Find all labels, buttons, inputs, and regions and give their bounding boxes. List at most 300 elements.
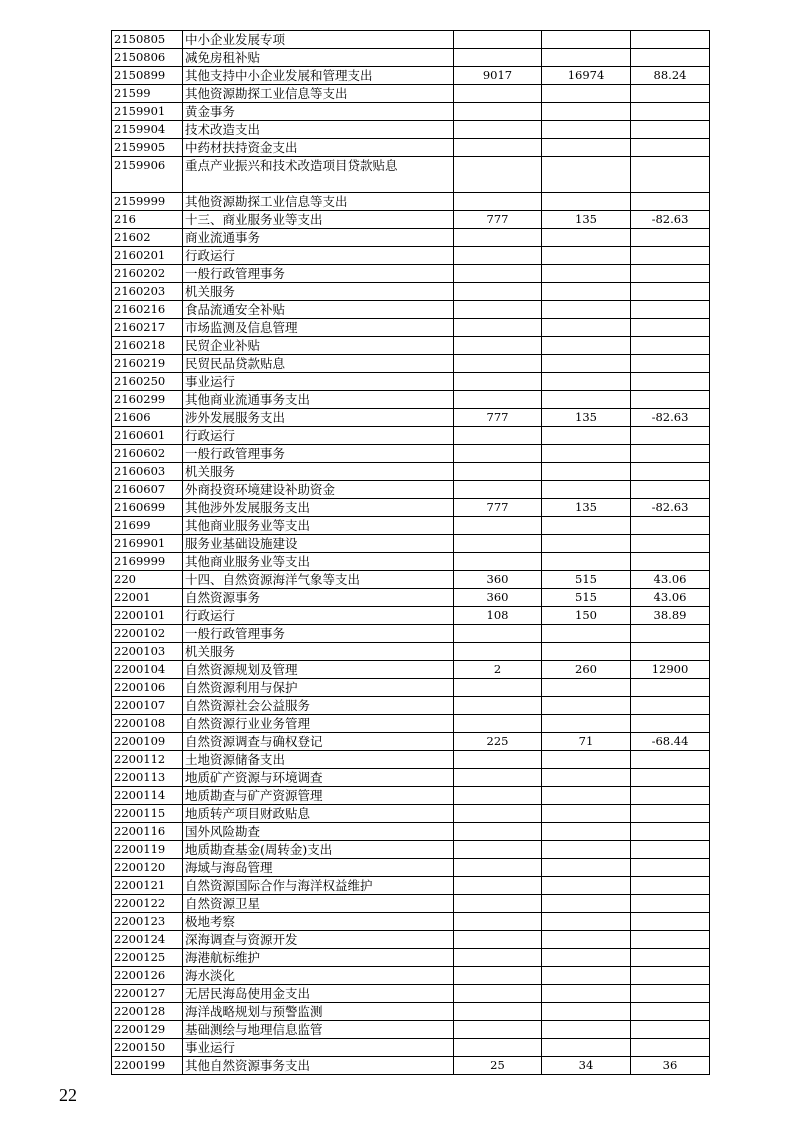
growth-rate-cell (631, 517, 710, 535)
prev-year-amount-cell (454, 949, 542, 967)
current-year-amount-cell (542, 535, 631, 553)
current-year-amount-cell (542, 751, 631, 769)
growth-rate-cell (631, 391, 710, 409)
current-year-amount-cell (542, 1003, 631, 1021)
account-code-cell: 2200107 (112, 697, 183, 715)
account-code-cell: 2169999 (112, 553, 183, 571)
prev-year-amount-cell (454, 931, 542, 949)
growth-rate-cell (631, 445, 710, 463)
table-row (112, 913, 710, 931)
growth-rate-cell (631, 49, 710, 67)
current-year-amount-cell (542, 319, 631, 337)
table-row (112, 589, 710, 607)
current-year-amount-cell: 135 (542, 211, 631, 229)
prev-year-amount-cell (454, 481, 542, 499)
growth-rate-cell (631, 841, 710, 859)
account-name-cell: 地质勘查与矿产资源管理 (183, 787, 454, 805)
prev-year-amount-cell (454, 1039, 542, 1057)
growth-rate-cell (631, 625, 710, 643)
prev-year-amount-cell (454, 643, 542, 661)
account-name-cell: 行政运行 (183, 427, 454, 445)
account-code-cell: 2200119 (112, 841, 183, 859)
current-year-amount-cell (542, 49, 631, 67)
table-row (112, 265, 710, 283)
growth-rate-cell (631, 949, 710, 967)
table-row (112, 1003, 710, 1021)
table-row (112, 805, 710, 823)
current-year-amount-cell: 515 (542, 589, 631, 607)
account-name-cell: 中药材扶持资金支出 (183, 139, 454, 157)
table-row (112, 85, 710, 103)
account-code-cell: 2200113 (112, 769, 183, 787)
account-name-cell: 十四、自然资源海洋气象等支出 (183, 571, 454, 589)
prev-year-amount-cell (454, 517, 542, 535)
prev-year-amount-cell (454, 751, 542, 769)
page-number: 22 (59, 1085, 77, 1105)
table-row (112, 625, 710, 643)
account-code-cell: 2160216 (112, 301, 183, 319)
current-year-amount-cell (542, 229, 631, 247)
growth-rate-cell: 38.89 (631, 607, 710, 625)
account-name-cell: 一般行政管理事务 (183, 445, 454, 463)
account-code-cell: 2200127 (112, 985, 183, 1003)
account-code-cell: 2200106 (112, 679, 183, 697)
account-code-cell: 2160250 (112, 373, 183, 391)
table-row (112, 67, 710, 85)
account-name-cell: 市场监测及信息管理 (183, 319, 454, 337)
table-row (112, 211, 710, 229)
growth-rate-cell: -82.63 (631, 211, 710, 229)
account-name-cell: 重点产业振兴和技术改造项目贷款贴息 (183, 157, 454, 193)
account-name-cell: 其他自然资源事务支出 (183, 1057, 454, 1075)
current-year-amount-cell: 34 (542, 1057, 631, 1075)
current-year-amount-cell (542, 31, 631, 49)
table-row (112, 193, 710, 211)
account-code-cell: 2200104 (112, 661, 183, 679)
current-year-amount-cell (542, 445, 631, 463)
account-code-cell: 2160202 (112, 265, 183, 283)
table-row (112, 751, 710, 769)
growth-rate-cell (631, 1021, 710, 1039)
current-year-amount-cell (542, 913, 631, 931)
account-name-cell: 海洋战略规划与预警监测 (183, 1003, 454, 1021)
table-row (112, 571, 710, 589)
account-code-cell: 2200199 (112, 1057, 183, 1075)
account-name-cell: 地质矿产资源与环境调查 (183, 769, 454, 787)
prev-year-amount-cell (454, 625, 542, 643)
account-code-cell: 2200122 (112, 895, 183, 913)
account-code-cell: 2159906 (112, 157, 183, 193)
table-row (112, 121, 710, 139)
account-code-cell: 21599 (112, 85, 183, 103)
prev-year-amount-cell: 777 (454, 409, 542, 427)
account-name-cell: 服务业基础设施建设 (183, 535, 454, 553)
growth-rate-cell (631, 859, 710, 877)
account-code-cell: 2160602 (112, 445, 183, 463)
table-row (112, 49, 710, 67)
account-name-cell: 自然资源事务 (183, 589, 454, 607)
growth-rate-cell (631, 463, 710, 481)
current-year-amount-cell: 150 (542, 607, 631, 625)
account-code-cell: 2169901 (112, 535, 183, 553)
account-code-cell: 2200121 (112, 877, 183, 895)
growth-rate-cell: 36 (631, 1057, 710, 1075)
account-name-cell: 海港航标维护 (183, 949, 454, 967)
current-year-amount-cell (542, 805, 631, 823)
table-row (112, 355, 710, 373)
prev-year-amount-cell (454, 355, 542, 373)
prev-year-amount-cell (454, 31, 542, 49)
growth-rate-cell (631, 931, 710, 949)
prev-year-amount-cell (454, 877, 542, 895)
current-year-amount-cell (542, 355, 631, 373)
prev-year-amount-cell: 9017 (454, 67, 542, 85)
account-code-cell: 2160217 (112, 319, 183, 337)
table-row (112, 409, 710, 427)
current-year-amount-cell: 71 (542, 733, 631, 751)
table-row (112, 481, 710, 499)
current-year-amount-cell (542, 643, 631, 661)
account-name-cell: 民贸民品贷款贴息 (183, 355, 454, 373)
table-row (112, 679, 710, 697)
current-year-amount-cell (542, 463, 631, 481)
account-name-cell: 基础测绘与地理信息监管 (183, 1021, 454, 1039)
account-name-cell: 土地资源储备支出 (183, 751, 454, 769)
growth-rate-cell (631, 229, 710, 247)
account-name-cell: 极地考察 (183, 913, 454, 931)
prev-year-amount-cell: 225 (454, 733, 542, 751)
account-code-cell: 2150899 (112, 67, 183, 85)
table-row (112, 643, 710, 661)
account-code-cell: 2200120 (112, 859, 183, 877)
prev-year-amount-cell (454, 697, 542, 715)
current-year-amount-cell (542, 787, 631, 805)
account-code-cell: 2160601 (112, 427, 183, 445)
account-code-cell: 2200150 (112, 1039, 183, 1057)
prev-year-amount-cell (454, 769, 542, 787)
current-year-amount-cell (542, 1039, 631, 1057)
table-row (112, 967, 710, 985)
account-name-cell: 其他商业服务业等支出 (183, 553, 454, 571)
growth-rate-cell: 12900 (631, 661, 710, 679)
table-row (112, 607, 710, 625)
account-name-cell: 十三、商业服务业等支出 (183, 211, 454, 229)
table-row (112, 103, 710, 121)
prev-year-amount-cell (454, 229, 542, 247)
table-row (112, 859, 710, 877)
prev-year-amount-cell (454, 49, 542, 67)
table-row (112, 301, 710, 319)
account-code-cell: 2200112 (112, 751, 183, 769)
table-row (112, 985, 710, 1003)
current-year-amount-cell: 16974 (542, 67, 631, 85)
growth-rate-cell (631, 967, 710, 985)
prev-year-amount-cell (454, 967, 542, 985)
table-row (112, 337, 710, 355)
account-name-cell: 民贸企业补贴 (183, 337, 454, 355)
growth-rate-cell (631, 913, 710, 931)
growth-rate-cell (631, 769, 710, 787)
current-year-amount-cell (542, 427, 631, 445)
growth-rate-cell: -68.44 (631, 733, 710, 751)
account-code-cell: 2150805 (112, 31, 183, 49)
current-year-amount-cell (542, 841, 631, 859)
table-row (112, 931, 710, 949)
prev-year-amount-cell (454, 85, 542, 103)
current-year-amount-cell (542, 139, 631, 157)
account-name-cell: 其他支持中小企业发展和管理支出 (183, 67, 454, 85)
account-code-cell: 2159904 (112, 121, 183, 139)
prev-year-amount-cell (454, 535, 542, 553)
current-year-amount-cell (542, 769, 631, 787)
growth-rate-cell (631, 805, 710, 823)
growth-rate-cell (631, 985, 710, 1003)
account-code-cell: 216 (112, 211, 183, 229)
current-year-amount-cell (542, 625, 631, 643)
account-name-cell: 机关服务 (183, 283, 454, 301)
growth-rate-cell (631, 1003, 710, 1021)
prev-year-amount-cell: 25 (454, 1057, 542, 1075)
account-code-cell: 2159905 (112, 139, 183, 157)
account-code-cell: 2200125 (112, 949, 183, 967)
growth-rate-cell (631, 1039, 710, 1057)
account-code-cell: 220 (112, 571, 183, 589)
account-code-cell: 2200123 (112, 913, 183, 931)
account-name-cell: 无居民海岛使用金支出 (183, 985, 454, 1003)
prev-year-amount-cell (454, 913, 542, 931)
prev-year-amount-cell (454, 859, 542, 877)
growth-rate-cell (631, 157, 710, 193)
growth-rate-cell (631, 301, 710, 319)
account-code-cell: 2160603 (112, 463, 183, 481)
table-row (112, 841, 710, 859)
table-row (112, 895, 710, 913)
current-year-amount-cell (542, 931, 631, 949)
account-name-cell: 机关服务 (183, 643, 454, 661)
account-code-cell: 21606 (112, 409, 183, 427)
growth-rate-cell: -82.63 (631, 499, 710, 517)
account-name-cell: 外商投资环境建设补助资金 (183, 481, 454, 499)
current-year-amount-cell (542, 121, 631, 139)
table-row (112, 445, 710, 463)
current-year-amount-cell (542, 679, 631, 697)
table-row (112, 283, 710, 301)
prev-year-amount-cell (454, 139, 542, 157)
table-row (112, 319, 710, 337)
current-year-amount-cell (542, 193, 631, 211)
budget-table-body (112, 31, 710, 1075)
account-name-cell: 机关服务 (183, 463, 454, 481)
growth-rate-cell (631, 535, 710, 553)
growth-rate-cell (631, 877, 710, 895)
account-code-cell: 21699 (112, 517, 183, 535)
prev-year-amount-cell (454, 553, 542, 571)
prev-year-amount-cell (454, 265, 542, 283)
account-name-cell: 地质勘查基金(周转金)支出 (183, 841, 454, 859)
growth-rate-cell (631, 751, 710, 769)
account-code-cell: 2200124 (112, 931, 183, 949)
growth-rate-cell (631, 193, 710, 211)
budget-table (111, 30, 710, 1075)
growth-rate-cell (631, 103, 710, 121)
current-year-amount-cell (542, 373, 631, 391)
table-row (112, 229, 710, 247)
account-name-cell: 减免房租补贴 (183, 49, 454, 67)
current-year-amount-cell (542, 715, 631, 733)
account-code-cell: 2200129 (112, 1021, 183, 1039)
account-code-cell: 2160203 (112, 283, 183, 301)
current-year-amount-cell (542, 481, 631, 499)
current-year-amount-cell (542, 877, 631, 895)
account-code-cell: 2159999 (112, 193, 183, 211)
growth-rate-cell (631, 31, 710, 49)
prev-year-amount-cell: 360 (454, 571, 542, 589)
table-row (112, 391, 710, 409)
prev-year-amount-cell (454, 391, 542, 409)
account-code-cell: 2160201 (112, 247, 183, 265)
prev-year-amount-cell: 108 (454, 607, 542, 625)
growth-rate-cell (631, 697, 710, 715)
account-code-cell: 2150806 (112, 49, 183, 67)
table-row (112, 31, 710, 49)
prev-year-amount-cell (454, 193, 542, 211)
prev-year-amount-cell (454, 373, 542, 391)
growth-rate-cell: -82.63 (631, 409, 710, 427)
table-row (112, 949, 710, 967)
growth-rate-cell (631, 355, 710, 373)
prev-year-amount-cell (454, 679, 542, 697)
account-name-cell: 行政运行 (183, 247, 454, 265)
prev-year-amount-cell (454, 1003, 542, 1021)
current-year-amount-cell (542, 85, 631, 103)
current-year-amount-cell (542, 391, 631, 409)
prev-year-amount-cell (454, 427, 542, 445)
account-code-cell: 2200126 (112, 967, 183, 985)
account-name-cell: 一般行政管理事务 (183, 265, 454, 283)
account-code-cell: 2200103 (112, 643, 183, 661)
growth-rate-cell (631, 85, 710, 103)
growth-rate-cell (631, 823, 710, 841)
growth-rate-cell (631, 895, 710, 913)
account-name-cell: 一般行政管理事务 (183, 625, 454, 643)
current-year-amount-cell (542, 859, 631, 877)
account-name-cell: 事业运行 (183, 373, 454, 391)
account-code-cell: 2200128 (112, 1003, 183, 1021)
table-row (112, 535, 710, 553)
account-name-cell: 自然资源利用与保护 (183, 679, 454, 697)
prev-year-amount-cell: 360 (454, 589, 542, 607)
growth-rate-cell (631, 787, 710, 805)
account-name-cell: 国外风险勘查 (183, 823, 454, 841)
growth-rate-cell: 43.06 (631, 589, 710, 607)
growth-rate-cell (631, 337, 710, 355)
prev-year-amount-cell (454, 319, 542, 337)
account-name-cell: 黄金事务 (183, 103, 454, 121)
current-year-amount-cell (542, 157, 631, 193)
account-name-cell: 商业流通事务 (183, 229, 454, 247)
current-year-amount-cell (542, 553, 631, 571)
table-row (112, 823, 710, 841)
account-name-cell: 中小企业发展专项 (183, 31, 454, 49)
prev-year-amount-cell (454, 463, 542, 481)
current-year-amount-cell (542, 265, 631, 283)
table-row (112, 697, 710, 715)
growth-rate-cell (631, 427, 710, 445)
prev-year-amount-cell (454, 301, 542, 319)
prev-year-amount-cell: 777 (454, 499, 542, 517)
growth-rate-cell (631, 553, 710, 571)
table-row (112, 769, 710, 787)
growth-rate-cell (631, 247, 710, 265)
account-name-cell: 食品流通安全补贴 (183, 301, 454, 319)
account-name-cell: 自然资源国际合作与海洋权益维护 (183, 877, 454, 895)
table-row (112, 1021, 710, 1039)
prev-year-amount-cell (454, 157, 542, 193)
table-row (112, 661, 710, 679)
prev-year-amount-cell (454, 823, 542, 841)
current-year-amount-cell (542, 301, 631, 319)
account-name-cell: 行政运行 (183, 607, 454, 625)
prev-year-amount-cell (454, 103, 542, 121)
growth-rate-cell (631, 139, 710, 157)
account-code-cell: 22001 (112, 589, 183, 607)
account-name-cell: 事业运行 (183, 1039, 454, 1057)
account-code-cell: 2160607 (112, 481, 183, 499)
table-row (112, 733, 710, 751)
current-year-amount-cell: 260 (542, 661, 631, 679)
table-row (112, 715, 710, 733)
account-name-cell: 自然资源规划及管理 (183, 661, 454, 679)
current-year-amount-cell (542, 823, 631, 841)
account-code-cell: 2200109 (112, 733, 183, 751)
prev-year-amount-cell (454, 805, 542, 823)
prev-year-amount-cell: 2 (454, 661, 542, 679)
account-code-cell: 2200102 (112, 625, 183, 643)
prev-year-amount-cell (454, 121, 542, 139)
table-row (112, 373, 710, 391)
account-code-cell: 2160299 (112, 391, 183, 409)
current-year-amount-cell (542, 103, 631, 121)
account-name-cell: 自然资源社会公益服务 (183, 697, 454, 715)
table-row (112, 553, 710, 571)
current-year-amount-cell: 135 (542, 409, 631, 427)
prev-year-amount-cell (454, 787, 542, 805)
table-row (112, 247, 710, 265)
account-code-cell: 2160219 (112, 355, 183, 373)
account-code-cell: 2160218 (112, 337, 183, 355)
table-row (112, 1057, 710, 1075)
account-name-cell: 其他涉外发展服务支出 (183, 499, 454, 517)
account-name-cell: 海水淡化 (183, 967, 454, 985)
growth-rate-cell (631, 319, 710, 337)
account-name-cell: 其他商业服务业等支出 (183, 517, 454, 535)
current-year-amount-cell (542, 967, 631, 985)
growth-rate-cell: 88.24 (631, 67, 710, 85)
prev-year-amount-cell (454, 445, 542, 463)
table-row (112, 517, 710, 535)
account-name-cell: 自然资源行业业务管理 (183, 715, 454, 733)
account-name-cell: 海域与海岛管理 (183, 859, 454, 877)
account-name-cell: 涉外发展服务支出 (183, 409, 454, 427)
table-row (112, 157, 710, 193)
growth-rate-cell (631, 643, 710, 661)
table-row (112, 427, 710, 445)
account-code-cell: 21602 (112, 229, 183, 247)
prev-year-amount-cell (454, 841, 542, 859)
account-name-cell: 自然资源调查与确权登记 (183, 733, 454, 751)
current-year-amount-cell (542, 949, 631, 967)
account-code-cell: 2200116 (112, 823, 183, 841)
